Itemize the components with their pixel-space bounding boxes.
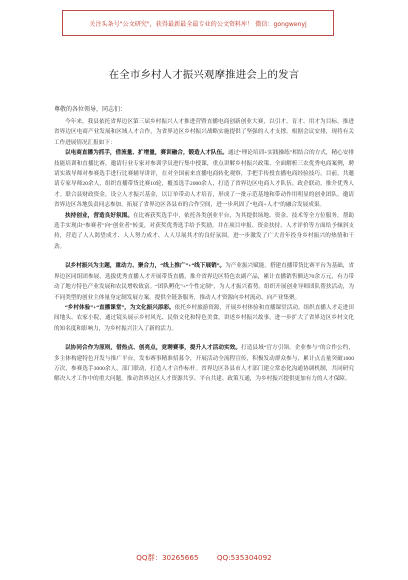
header-banner: 关注头条号"公文研究"，获得最新最全最专业的公文资料库！ 微信：gongwenyj [62, 10, 334, 36]
paragraph-text: 为产业振兴赋能。搭建直播带货比赛平台为基础，省界边区同组团参展，选拔优秀直播人才开展带货直播，推介省界边区特色农副产品，累计直播销售额达70余万元，有力带动了地方特色产业发展和农民增收致富。“团队孵化”+“个性定制”，为人才振兴蓄势。组织开展创业导师团队帮扶活动，为不同类型的创业主体量身定制发展方案，提供全链条服务，推动人才资源向乡村流动、向产业集聚。 [54, 263, 354, 301]
greeting: 尊敬的各位领导，同志们： [54, 107, 127, 113]
paragraph [54, 303, 354, 334]
paragraph-text: 打造县域“官方引领、企业参与”的合作公约，多主体构建特色开发与推广平台，发布赛事精准招募令，开展活动全流程宣传，积极发动群众参与，累计点击量突破1000万次，参赛选手3000余人。部门联动，打造人才合作标杆。省界边区各县市人才部门建立常态化沟通协调机制，共同研究解决人才工作中的重大问题，推动省界边区人才资源共享、平台共建、政策互通，为乡村振兴提供更加有力的人才保障。 [54, 345, 354, 383]
qq-number: QQ:535304092 [216, 553, 272, 562]
footer-contact [0, 553, 408, 563]
paragraph-lead: “乡村体验”+“直播课堂”，为文化振兴添彩。 [65, 304, 175, 311]
paragraph-text: 今年来，我县依托省界边区第三届乡村振兴人才推进营暨直播电商创新创业大赛，以引才、育才、用才为目标，推进省界边区电商产业发展和区域人才合作，为省界边区乡村振兴战略实施提供了坚强的人才支撑。根据会议安排，现将有关工作进展情况汇报如下： [54, 119, 354, 146]
paragraph [54, 117, 354, 148]
paragraph [54, 261, 354, 303]
paragraph-text: 依托乡村旅游资源，开展乡村体验和直播课堂活动，组织直播人才走进田间地头、农家小院，通过镜头展示乡村风光、民俗文化和特色美食，讲述乡村振兴故事，进一步扩大了省界边区乡村文化的知名度和影响力，为乡村振兴注入了新的活力。 [54, 304, 354, 332]
paragraph-text: 通过“理论培训+实践操练”相结合的方式，精心安排技能培训和直播比赛，邀请行业专家对参训学员进行集中授课，重点讲解乡村振兴政策、全面解析三农优秀电商案例，聘请实战导师对参赛选手进行比赛辅导讲评，在对全国前来直播电商转化观察，手把手传授直播电商经验技巧。目前，共邀请专家导师20余人，组织直播带货比赛10轮，覆盖选手2000余人，打造了省界边区电商人才队伍。政企联动，推介优秀人才。联合县财政资金，设立人才振兴基金，以订单带动人才培育，形成了一批示范基地和带动作用明显的创业团队。邀请省界边区各地负责同志参加，拓展了省界边区各县市的合作空间，进一步巩固了“电商+人才”的融合发展成果。 [54, 150, 354, 209]
paragraph-text: 在比赛获奖选手中，依托各类创业平台，为其提供场地、资金、技术等全方位服务，帮助选手实现由“参赛者”向“创业者”转变，对获奖优秀选手给予奖励，并在项目申报、资金扶持、人才评价等方面给予倾斜支持，营造了人人渴望成才、人人努力成才、人人尽展其才的良好氛围，进一步激发了广大青年投身乡村振兴的热情和干劲。 [54, 212, 354, 250]
document-title: 在全市乡村人才振兴观摩推进会上的发言 [108, 69, 300, 81]
paragraph [54, 343, 354, 385]
paragraph-lead: 以协同合作为原则，借热点、创亮点，竞聘赛事，提升人才活动实效。 [65, 345, 242, 352]
paragraph-lead: 以电商直播为抓手，借流量、扩增量，赛训融合，锻造人才队伍。 [65, 150, 228, 157]
paragraph-lead: 扶持创业，营造良好氛围。 [65, 212, 134, 219]
paragraph [54, 211, 354, 253]
qq-group: QQ群：30265665 [136, 553, 199, 562]
paragraph [54, 148, 354, 210]
document-body [54, 117, 354, 542]
paragraph-lead: 以乡村振兴为主题，重动力、聚合力，“线上推广”+“线下展销”。 [65, 263, 226, 270]
